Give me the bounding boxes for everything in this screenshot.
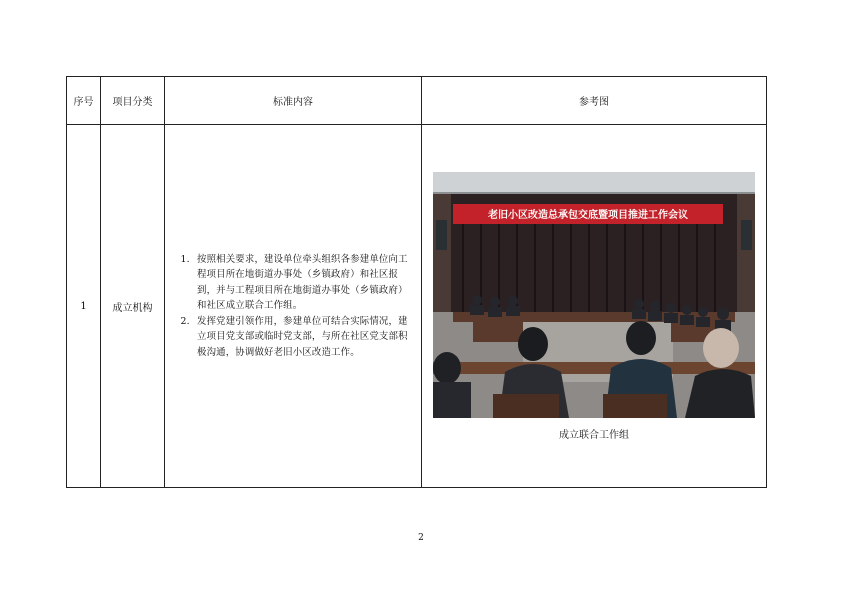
row-category: 成立机构 [101,125,165,488]
list-item: 2. 发挥党建引领作用，参建单位可结合实际情况，建立项目党支部或临时党支部，与所在社区党支部积极沟通，协调做好老旧小区改造工作。 [193,314,411,361]
row-index: 1 [67,125,101,488]
row-reference-image [422,125,767,488]
banner-text: 老旧小区改造总承包交底暨项目推进工作会议 [488,209,688,221]
standard-content-list [165,252,421,361]
meeting-photo [433,172,755,418]
header-index: 序号 [67,77,101,125]
table-row [67,125,767,488]
photo-caption: 成立联合工作组 [559,429,629,441]
page-number: 2 [418,533,424,543]
header-content: 标准内容 [165,77,422,125]
list-item: 1. 按照相关要求，建设单位牵头组织各参建单位向工程项目所在地街道办事处（乡镇政府）和社区报到，并与工程项目所在地街道办事处（乡镇政府）和社区成立联合工作组。 [193,252,411,314]
header-category: 项目分类 [101,77,165,125]
standards-table [66,76,767,488]
header-reference-image: 参考图 [422,77,767,125]
table-header-row [67,77,767,125]
row-content [165,125,422,488]
